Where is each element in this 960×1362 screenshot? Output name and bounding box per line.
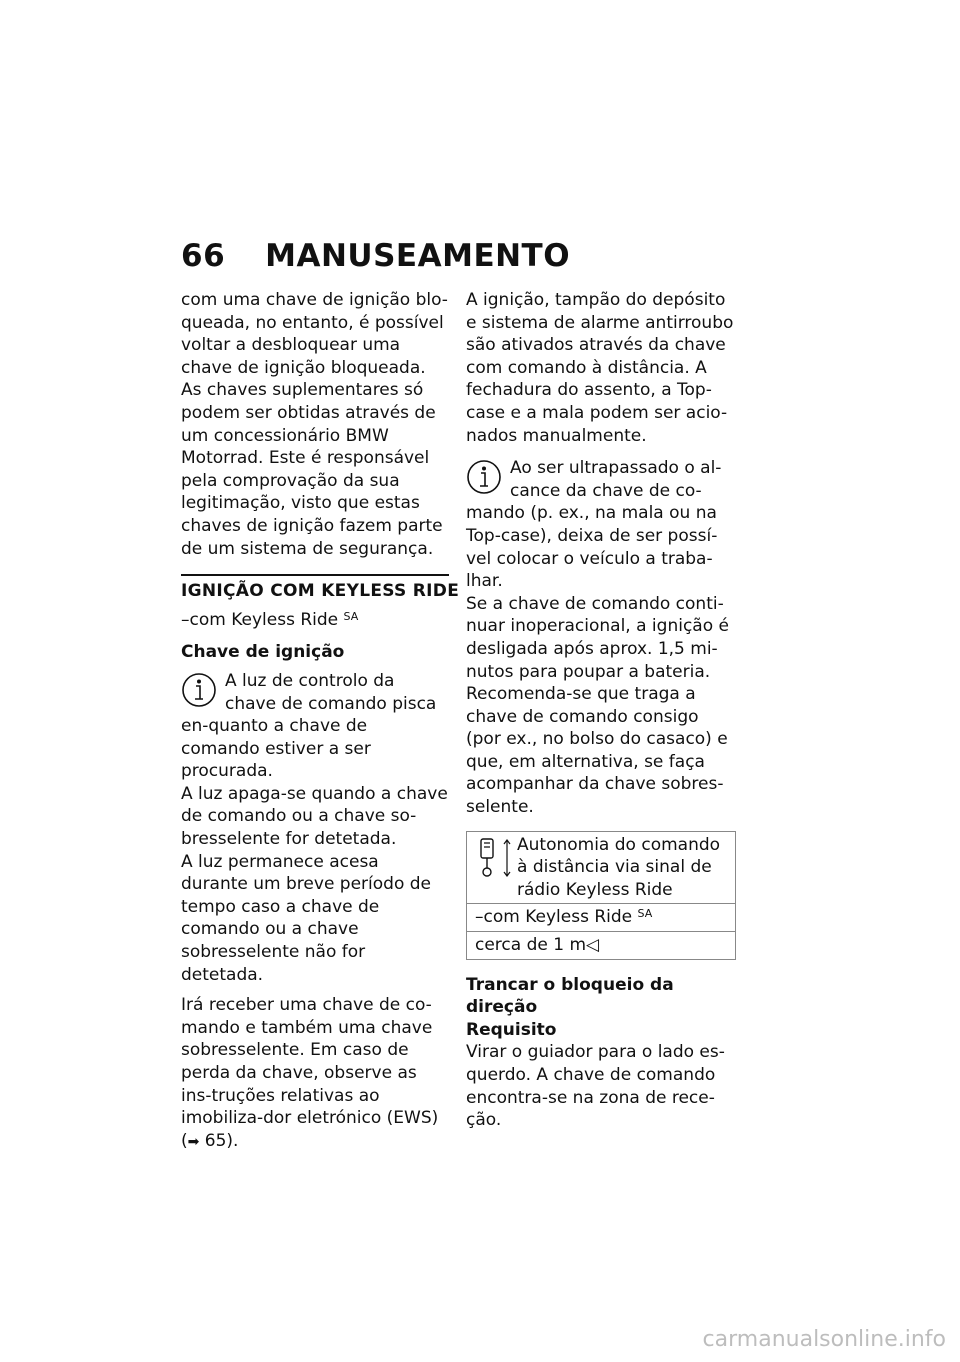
note-text: A luz permanece acesa durante um breve período de tempo caso a chave de comando ou a chave sobresselente não for detetada. bbox=[181, 851, 432, 985]
page-title: MANUSEAMENTO bbox=[265, 238, 571, 274]
left-column bbox=[181, 289, 460, 1153]
info-icon bbox=[466, 459, 504, 499]
info-icon bbox=[181, 672, 219, 712]
note-text: A luz apaga-se quando a chave de comando ou a chave so-bresselente for detetada. bbox=[181, 783, 448, 850]
table-row bbox=[467, 932, 736, 960]
equipment-note: –com Keyless Ride $^{SA}$ bbox=[181, 609, 359, 630]
subheading: Chave de ignição bbox=[181, 642, 345, 663]
paragraph: As chaves suplementares só podem ser obtidas através de um concessionário BMW Motorrad. Este é responsável pela comprovação da sua legitimação, visto que estas chaves de ignição fazem parte de um sistema de segurança. bbox=[181, 380, 443, 559]
table-row bbox=[467, 904, 736, 932]
paragraph: A ignição, tampão do depósito e sistema de alarme antirroubo são ativados através da chave com comando à distância. A fechadura do assento, a Top-case e a mala podem ser acio-nados manualmente. bbox=[466, 290, 734, 446]
watermark: carmanualsonline.info bbox=[702, 1327, 946, 1352]
spec-table bbox=[466, 831, 736, 960]
paragraph: Se a chave de comando conti-nuar inoperacional, a ignição é desligada após aprox. 1,5 mi-nutos para poupar a bateria. bbox=[466, 593, 729, 682]
info-note bbox=[181, 670, 449, 986]
page-header bbox=[181, 238, 570, 274]
note-text: Ao ser ultrapassado o al-cance da chave de co-mando (p. ex., na mala ou na Top-case), deixa de ser possí-vel colocar o veículo a traba-lhar. bbox=[466, 458, 722, 592]
section-title: IGNIÇÃO COM KEYLESS RIDE bbox=[181, 581, 460, 602]
paragraph: Virar o guiador para o lado es-querdo. A chave de comando encontra-se na zona de rece-ção. bbox=[466, 1042, 725, 1131]
table-header-text: Autonomia do comando à distância via sinal de rádio Keyless Ride bbox=[517, 834, 721, 900]
equipment-sup: SA bbox=[343, 609, 359, 623]
table-cell: –com Keyless Ride $^{SA}$ bbox=[467, 904, 736, 932]
equipment-sup: SA bbox=[637, 907, 653, 921]
paragraph: Irá receber uma chave de co-mando e também uma chave sobresselente. Em caso de perda da chave, observe as ins-truções relativas ao imobiliza-dor eletrónico (EWS) (➡ 65). bbox=[181, 995, 439, 1151]
note-text: A luz de controlo da chave de comando pisca en-quanto a chave de comando estiver a ser procurada. bbox=[181, 670, 437, 782]
table-row bbox=[467, 831, 736, 904]
table-cell bbox=[467, 831, 736, 904]
info-note bbox=[466, 457, 734, 593]
page-number: 66 bbox=[181, 238, 226, 274]
paragraph: Recomenda-se que traga a chave de comando consigo (por ex., no bolso do casaco) e que, em alternativa, se faça acompanhar da chave sobres-selente. bbox=[466, 684, 728, 818]
subheading: Requisito bbox=[466, 1019, 557, 1040]
right-column bbox=[466, 289, 734, 1132]
paragraph: com uma chave de ignição blo-queada, no entanto, é possível voltar a desbloquear uma chave de ignição bloqueada. bbox=[181, 290, 448, 378]
arrow-reference-icon: ➡ bbox=[187, 1133, 200, 1150]
section-header bbox=[181, 574, 460, 603]
end-marker-icon: ◁ bbox=[586, 935, 600, 956]
remote-key-range-icon bbox=[475, 836, 513, 880]
table-cell: cerca de 1 m◁ bbox=[467, 932, 736, 960]
subheading: Trancar o bloqueio da direção bbox=[466, 974, 674, 1018]
